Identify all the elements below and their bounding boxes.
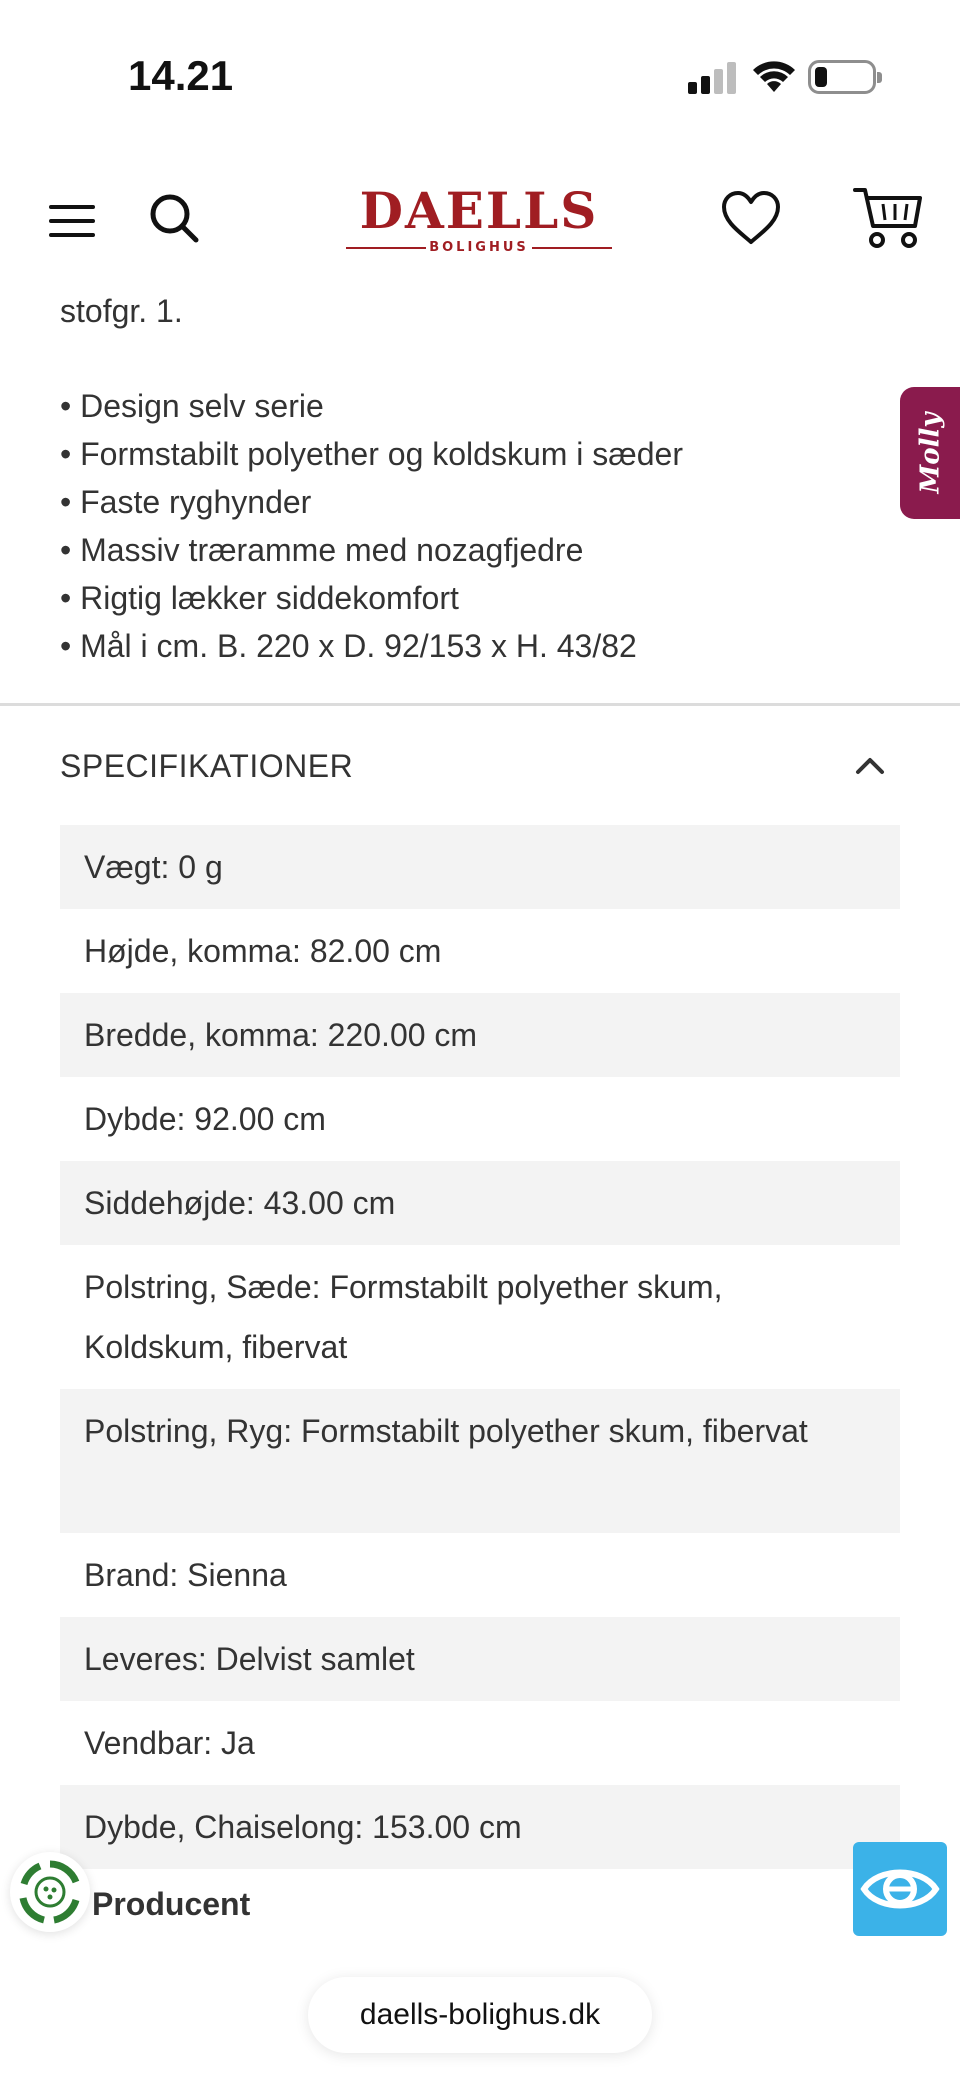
spec-row: Leveres: Delvist samlet bbox=[60, 1617, 900, 1701]
product-description bbox=[60, 290, 900, 670]
wishlist-button[interactable] bbox=[718, 186, 784, 250]
url-text: daells-bolighus.dk bbox=[359, 1998, 601, 2031]
logo-wordmark: DAELLS bbox=[359, 181, 599, 240]
feature-item: • Massiv træramme med nozagfjedre bbox=[60, 532, 584, 568]
specifications-table bbox=[60, 825, 900, 1869]
accessibility-button[interactable] bbox=[853, 1842, 947, 1936]
specifications-toggle[interactable] bbox=[60, 742, 900, 790]
eye-accessibility-icon bbox=[860, 1859, 940, 1919]
feature-list bbox=[60, 382, 900, 670]
battery-icon bbox=[808, 60, 876, 94]
recycle-icon bbox=[10, 1852, 90, 1932]
spec-row: Siddehøjde: 43.00 cm bbox=[60, 1161, 900, 1245]
search-icon bbox=[148, 192, 200, 244]
description-lead: stofgr. 1. bbox=[60, 293, 183, 329]
cart-icon bbox=[853, 186, 923, 250]
specifications-title: SPECIFIKATIONER bbox=[60, 748, 354, 784]
spec-row: Bredde, komma: 220.00 cm bbox=[60, 993, 900, 1077]
site-header bbox=[0, 150, 960, 290]
feature-item: • Faste ryghynder bbox=[60, 484, 312, 520]
spec-row: Dybde, Chaiselong: 153.00 cm bbox=[60, 1785, 900, 1869]
heart-icon bbox=[721, 190, 781, 246]
molly-chat-tab[interactable] bbox=[900, 387, 960, 519]
spec-row: Vendbar: Ja bbox=[84, 1725, 255, 1761]
producent-heading[interactable]: Producent bbox=[92, 1886, 251, 1922]
chevron-up-icon bbox=[852, 750, 888, 780]
spec-row: Højde, komma: 82.00 cm bbox=[84, 933, 442, 969]
status-time: 14.21 bbox=[128, 52, 234, 99]
menu-button[interactable] bbox=[44, 196, 100, 246]
cellular-signal-icon bbox=[688, 62, 736, 94]
spec-row: Brand: Sienna bbox=[84, 1557, 287, 1593]
spec-row: Dybde: 92.00 cm bbox=[84, 1101, 326, 1137]
site-logo[interactable] bbox=[346, 181, 612, 260]
search-button[interactable] bbox=[144, 188, 204, 248]
feature-item: • Mål i cm. B. 220 x D. 92/153 x H. 43/82 bbox=[60, 628, 637, 664]
spec-row: Polstring, Ryg: Formstabilt polyether skum, fibervat bbox=[60, 1389, 900, 1533]
spec-row: Vægt: 0 g bbox=[60, 825, 900, 909]
eco-badge[interactable] bbox=[10, 1852, 90, 1932]
section-divider bbox=[0, 703, 960, 706]
menu-icon bbox=[49, 203, 95, 239]
wifi-icon bbox=[752, 58, 796, 94]
spec-row: Polstring, Sæde: Formstabilt polyether skum, Koldskum, fibervat bbox=[84, 1269, 723, 1365]
cart-button[interactable] bbox=[850, 184, 926, 252]
browser-url-bar[interactable] bbox=[308, 1977, 652, 2053]
molly-label: Molly bbox=[915, 412, 946, 494]
feature-item: • Formstabilt polyether og koldskum i sæder bbox=[60, 436, 683, 472]
logo-subtitle: BOLIGHUS bbox=[429, 240, 529, 255]
feature-item: • Rigtig lækker siddekomfort bbox=[60, 580, 459, 616]
feature-item: • Design selv serie bbox=[60, 388, 324, 424]
status-bar bbox=[0, 0, 960, 150]
